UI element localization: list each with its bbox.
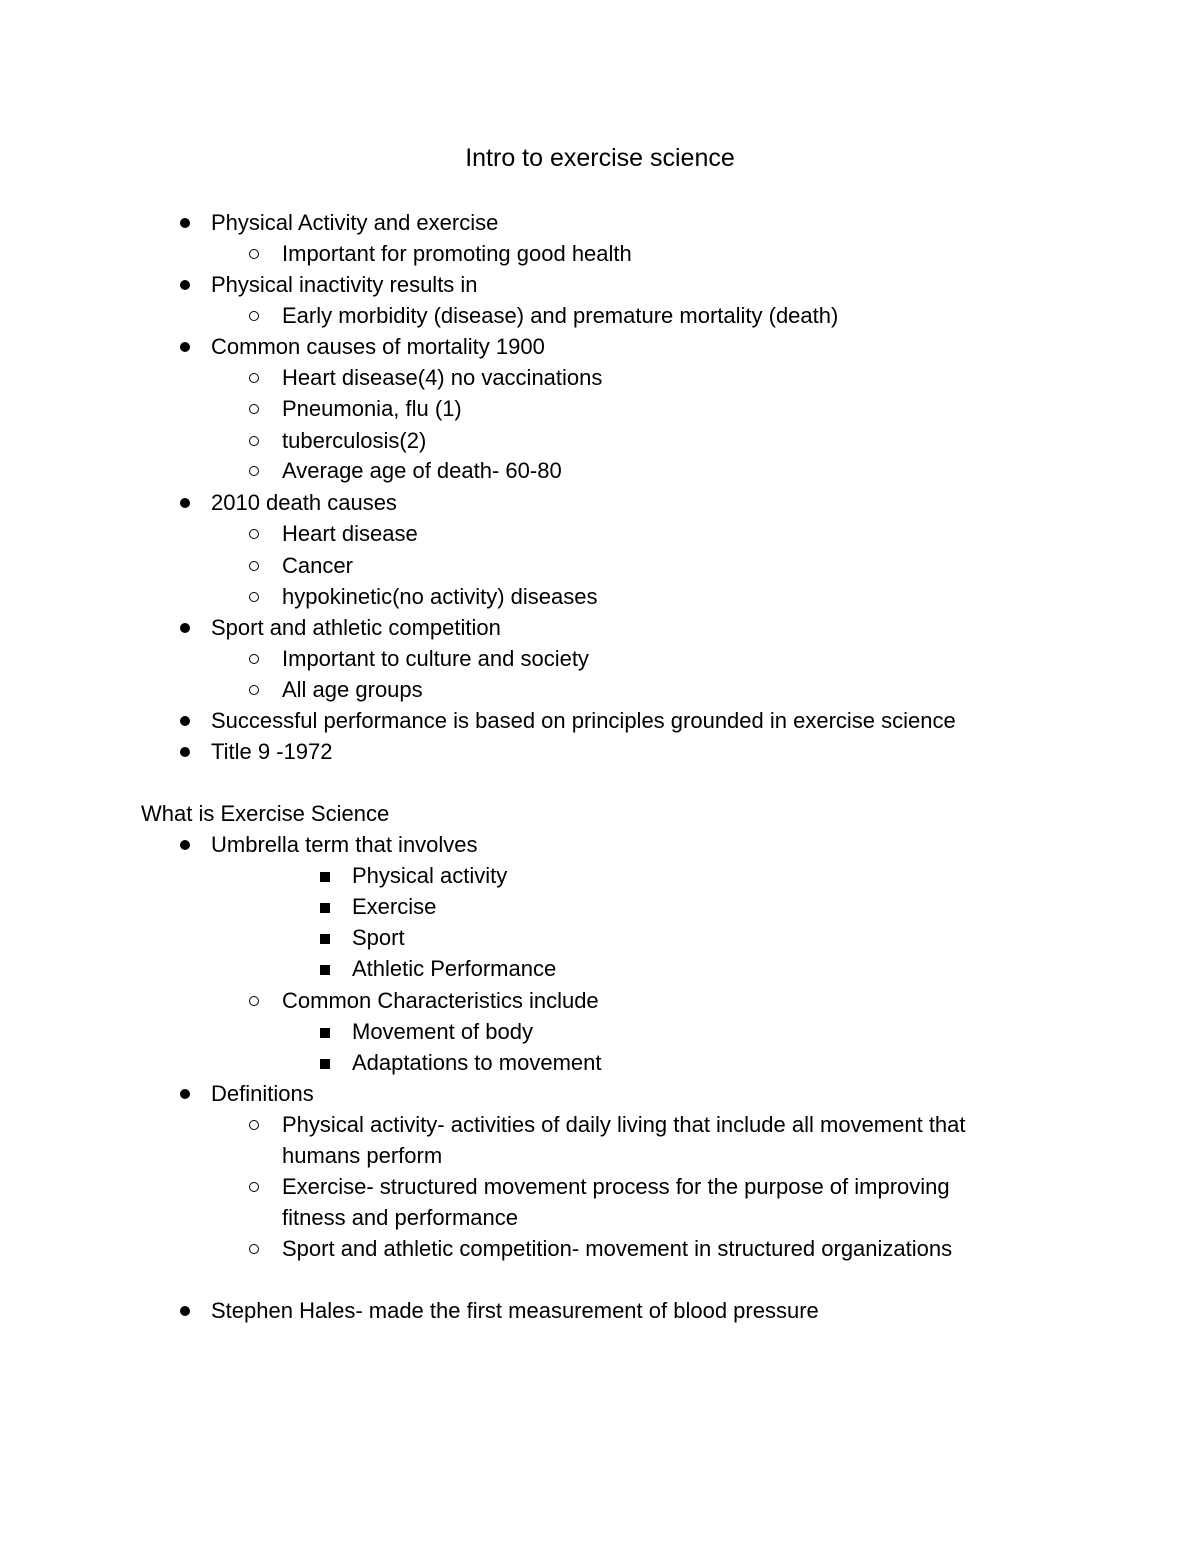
list-item: Exercise- structured movement process for the purpose of improving xyxy=(282,1174,950,1199)
bullet-circle-icon xyxy=(249,404,259,414)
list-item: Cancer xyxy=(282,553,353,578)
list-item: Common causes of mortality 1900 xyxy=(211,334,545,359)
list-item: tuberculosis(2) xyxy=(282,428,427,453)
list-item: Average age of death- 60-80 xyxy=(282,458,562,483)
list-item: hypokinetic(no activity) diseases xyxy=(282,584,598,609)
bullet-circle-icon xyxy=(249,561,259,571)
list-item: Successful performance is based on principles grounded in exercise science xyxy=(211,708,956,733)
list-item: Heart disease xyxy=(282,521,418,546)
bullet-square-icon xyxy=(320,934,330,944)
list-item: Stephen Hales- made the first measurement of blood pressure xyxy=(211,1298,819,1323)
list-item: Important for promoting good health xyxy=(282,241,632,266)
bullet-square-icon xyxy=(320,903,330,913)
list-item: Physical activity xyxy=(352,863,508,888)
list-item: Title 9 -1972 xyxy=(211,739,333,764)
list-item-continuation: fitness and performance xyxy=(282,1205,519,1230)
section-heading: What is Exercise Science xyxy=(141,801,390,826)
bullet-circle-icon xyxy=(249,592,259,602)
bullet-circle-icon xyxy=(249,1244,259,1254)
list-item: Important to culture and society xyxy=(282,646,589,671)
list-item: Physical Activity and exercise xyxy=(211,210,499,235)
list-item: Definitions xyxy=(211,1081,314,1106)
bullet-square-icon xyxy=(320,1028,330,1038)
list-item: Early morbidity (disease) and premature mortality (death) xyxy=(282,303,839,328)
bullet-disc-icon xyxy=(180,498,190,508)
bullet-square-icon xyxy=(320,1059,330,1069)
list-item: Pneumonia, flu (1) xyxy=(282,396,462,421)
bullet-disc-icon xyxy=(180,218,190,228)
bullet-circle-icon xyxy=(249,311,259,321)
page-title: Intro to exercise science xyxy=(465,144,735,172)
bullet-disc-icon xyxy=(180,747,190,757)
bullet-circle-icon xyxy=(249,1120,259,1130)
list-item-continuation: humans perform xyxy=(282,1143,443,1168)
bullet-disc-icon xyxy=(180,623,190,633)
bullet-disc-icon xyxy=(180,342,190,352)
list-item: Sport and athletic competition xyxy=(211,615,501,640)
list-item: Physical inactivity results in xyxy=(211,272,478,297)
bullet-square-icon xyxy=(320,965,330,975)
list-item: Athletic Performance xyxy=(352,956,557,981)
list-item: All age groups xyxy=(282,677,423,702)
list-item: Umbrella term that involves xyxy=(211,832,478,857)
bullet-disc-icon xyxy=(180,280,190,290)
bullet-disc-icon xyxy=(180,716,190,726)
bullet-circle-icon xyxy=(249,249,259,259)
bullet-disc-icon xyxy=(180,840,190,850)
bullet-square-icon xyxy=(320,872,330,882)
list-item: Sport xyxy=(352,925,405,950)
list-item: Adaptations to movement xyxy=(352,1050,602,1075)
bullet-disc-icon xyxy=(180,1089,190,1099)
list-item: Exercise xyxy=(352,894,437,919)
bullet-disc-icon xyxy=(180,1306,190,1316)
list-item: Movement of body xyxy=(352,1019,533,1044)
bullet-circle-icon xyxy=(249,1182,259,1192)
list-item: Physical activity- activities of daily living that include all movement that xyxy=(282,1112,966,1137)
list-item: Sport and athletic competition- movement in structured organizations xyxy=(282,1236,953,1261)
bullet-circle-icon xyxy=(249,654,259,664)
bullet-circle-icon xyxy=(249,436,259,446)
list-item: Common Characteristics include xyxy=(282,988,599,1013)
bullet-circle-icon xyxy=(249,373,259,383)
list-item: 2010 death causes xyxy=(211,490,397,515)
bullet-circle-icon xyxy=(249,529,259,539)
bullet-circle-icon xyxy=(249,685,259,695)
list-item: Heart disease(4) no vaccinations xyxy=(282,365,603,390)
bullet-circle-icon xyxy=(249,466,259,476)
bullet-circle-icon xyxy=(249,996,259,1006)
